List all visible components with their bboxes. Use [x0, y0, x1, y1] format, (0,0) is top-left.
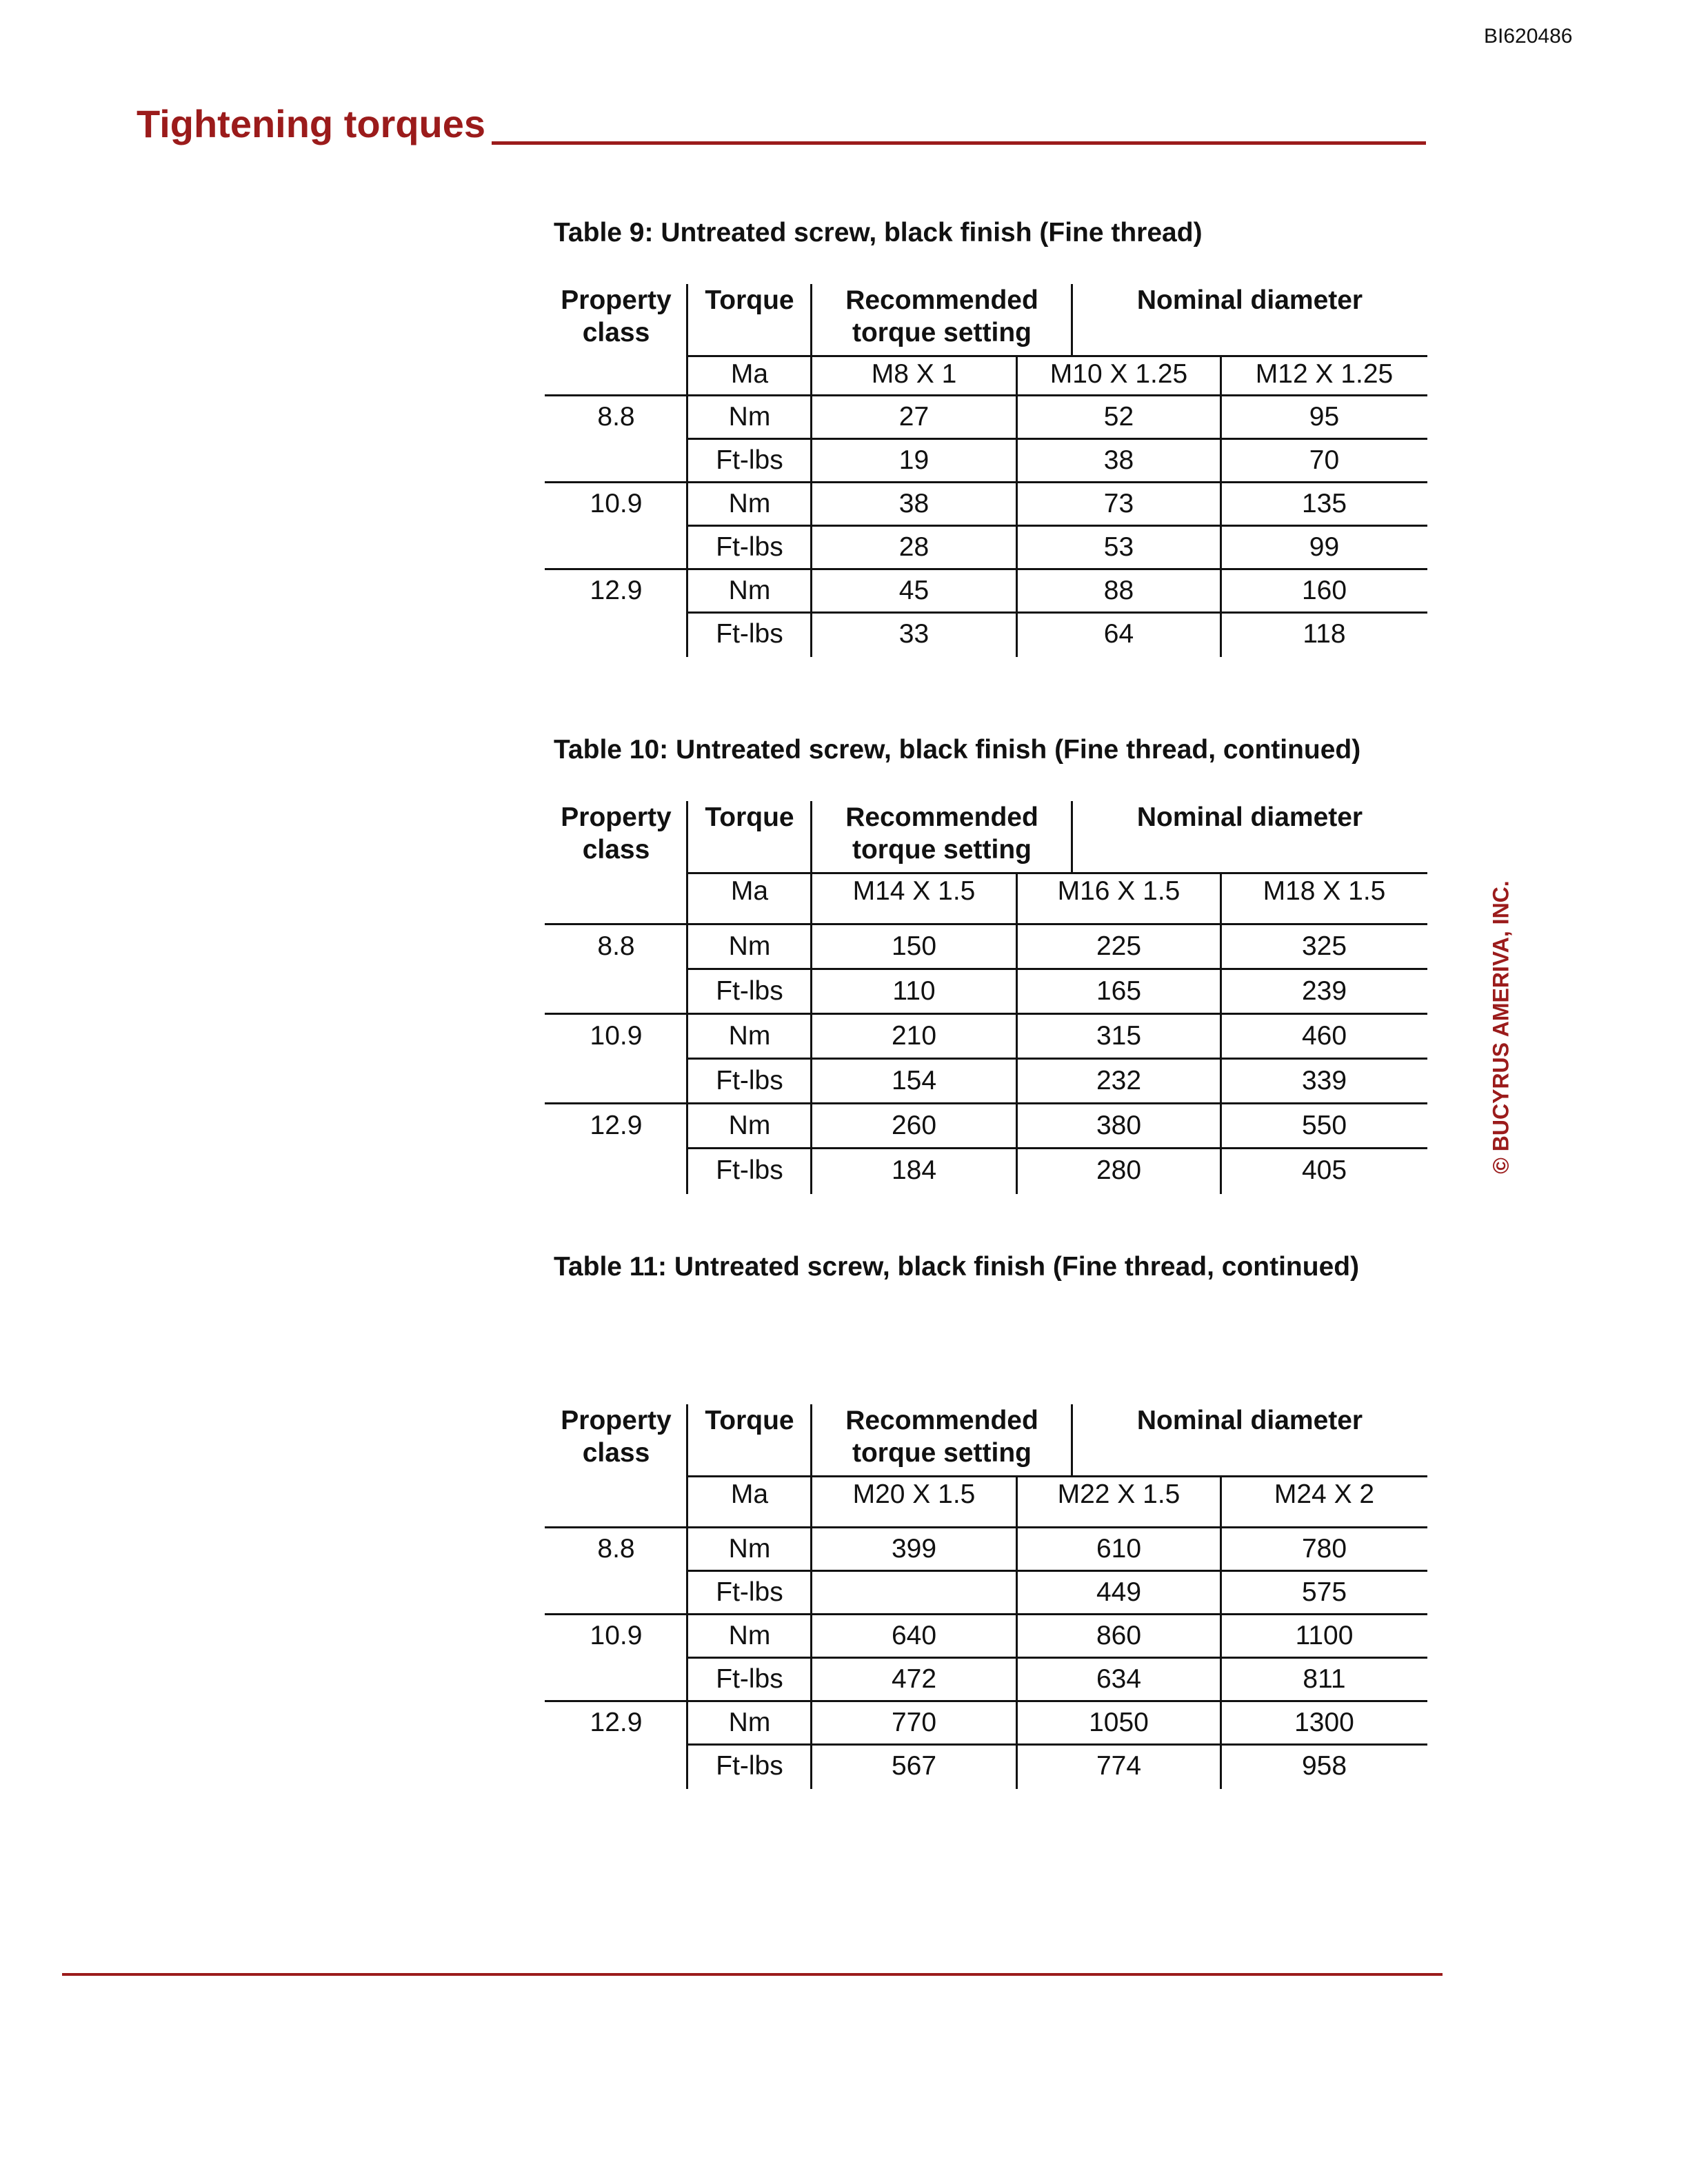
- nominal-diameter-label: M14 X 1.5: [852, 876, 976, 906]
- torque-value: 99: [1309, 532, 1340, 562]
- torque-value: 53: [1103, 532, 1134, 562]
- table-rule: [687, 872, 1427, 874]
- torque-value: 315: [1096, 1020, 1142, 1051]
- torque-value: 770: [891, 1707, 937, 1737]
- torque-value: 150: [891, 931, 937, 961]
- header-nominal-diameter: Nominal diameter: [1136, 285, 1363, 315]
- torque-unit: Ft-lbs: [716, 445, 783, 475]
- nominal-diameter-label: M12 X 1.25: [1255, 359, 1394, 389]
- header-nominal-diameter: Nominal diameter: [1136, 1406, 1363, 1435]
- table-rule: [687, 1570, 1427, 1572]
- table-rule: [1071, 284, 1073, 355]
- torque-unit: Ft-lbs: [716, 1577, 783, 1607]
- torque-value: 1300: [1294, 1707, 1354, 1737]
- table-rule: [687, 438, 1427, 440]
- table-rule: [545, 394, 1427, 396]
- torque-value: 232: [1096, 1065, 1142, 1095]
- torque-table: [545, 284, 1427, 657]
- torque-value: 239: [1301, 975, 1347, 1006]
- property-class-value: 10.9: [590, 488, 643, 518]
- torque-value: 325: [1301, 931, 1347, 961]
- table-rule: [545, 1013, 1427, 1015]
- footer-rule: [62, 1973, 1443, 1976]
- torque-value: 399: [891, 1533, 937, 1564]
- torque-value: 95: [1309, 401, 1340, 432]
- property-class-value: 12.9: [590, 1707, 643, 1737]
- torque-value: 811: [1303, 1664, 1346, 1694]
- document-id: BI620486: [1484, 25, 1573, 48]
- nominal-diameter-label: M18 X 1.5: [1263, 876, 1386, 906]
- torque-value: 280: [1096, 1155, 1142, 1185]
- table-rule: [545, 923, 1427, 925]
- torque-unit: Nm: [728, 931, 771, 961]
- property-class-value: 10.9: [590, 1620, 643, 1650]
- property-class-value: 8.8: [597, 401, 635, 432]
- table-rule: [545, 1700, 1427, 1702]
- torque-unit: Ft-lbs: [716, 1155, 783, 1185]
- table-caption: Table 9: Untreated screw, black finish (Fine thread): [554, 218, 1203, 247]
- torque-table: [545, 801, 1427, 1194]
- torque-value: 567: [891, 1750, 937, 1781]
- torque-value: 640: [891, 1620, 937, 1650]
- table-rule: [545, 568, 1427, 570]
- header-property-class: Property class: [561, 1406, 672, 1468]
- torque-value: 958: [1301, 1750, 1347, 1781]
- torque-unit: Nm: [728, 1533, 771, 1564]
- torque-value: 118: [1303, 618, 1346, 649]
- torque-unit: Ft-lbs: [716, 1750, 783, 1781]
- header-torque: Torque: [705, 285, 794, 315]
- table-rule: [687, 525, 1427, 527]
- torque-value: 160: [1301, 575, 1347, 605]
- torque-unit: Ft-lbs: [716, 532, 783, 562]
- torque-value: 260: [891, 1110, 937, 1140]
- torque-value: 575: [1301, 1577, 1347, 1607]
- torque-value: 27: [898, 401, 930, 432]
- header-torque: Torque: [705, 1406, 794, 1435]
- torque-value: 405: [1301, 1155, 1347, 1185]
- table-rule: [545, 1102, 1427, 1104]
- nominal-diameter-label: M8 X 1: [871, 359, 957, 389]
- torque-unit: Ft-lbs: [716, 618, 783, 649]
- torque-unit: Nm: [728, 1110, 771, 1140]
- torque-unit: Nm: [728, 575, 771, 605]
- torque-value: 110: [892, 975, 936, 1006]
- table-rule: [1071, 1404, 1073, 1475]
- header-property-class: Property class: [561, 802, 672, 865]
- table-rule: [687, 1657, 1427, 1659]
- header-recommended-torque-setting: Recommended torque setting: [845, 802, 1038, 865]
- nominal-diameter-label: M20 X 1.5: [852, 1479, 976, 1509]
- header-ma: Ma: [730, 876, 769, 906]
- nominal-diameter-label: M22 X 1.5: [1057, 1479, 1180, 1509]
- table-rule: [545, 1526, 1427, 1528]
- torque-value: 610: [1096, 1533, 1142, 1564]
- torque-value: 70: [1309, 445, 1340, 475]
- torque-unit: Ft-lbs: [716, 1664, 783, 1694]
- torque-value: 154: [891, 1065, 937, 1095]
- table-rule: [545, 481, 1427, 483]
- header-torque: Torque: [705, 802, 794, 832]
- section-header: [137, 102, 1426, 146]
- torque-value: 860: [1096, 1620, 1142, 1650]
- header-recommended-torque-setting: Recommended torque setting: [845, 285, 1038, 347]
- torque-unit: Nm: [728, 488, 771, 518]
- torque-unit: Nm: [728, 1020, 771, 1051]
- torque-value: 472: [891, 1664, 937, 1694]
- table-caption: Table 11: Untreated screw, black finish (Fine thread, continued): [554, 1252, 1360, 1282]
- torque-value: 449: [1096, 1577, 1142, 1607]
- table-rule: [687, 1743, 1427, 1746]
- header-property-class: Property class: [561, 285, 672, 347]
- title-rule: [492, 141, 1426, 145]
- header-ma: Ma: [730, 1479, 769, 1509]
- torque-value: 1050: [1089, 1707, 1149, 1737]
- nominal-diameter-label: M16 X 1.5: [1057, 876, 1180, 906]
- torque-value: 45: [898, 575, 930, 605]
- torque-value: 88: [1103, 575, 1134, 605]
- table-rule: [545, 1613, 1427, 1615]
- torque-value: 380: [1096, 1110, 1142, 1140]
- torque-value: 38: [1103, 445, 1134, 475]
- torque-unit: Ft-lbs: [716, 975, 783, 1006]
- torque-value: 634: [1096, 1664, 1142, 1694]
- property-class-value: 10.9: [590, 1020, 643, 1051]
- torque-value: 550: [1301, 1110, 1347, 1140]
- torque-value: 780: [1301, 1533, 1347, 1564]
- header-recommended-torque-setting: Recommended torque setting: [845, 1406, 1038, 1468]
- header-nominal-diameter: Nominal diameter: [1136, 802, 1363, 832]
- torque-value: 210: [891, 1020, 937, 1051]
- torque-value: 52: [1103, 401, 1134, 432]
- torque-value: 28: [898, 532, 930, 562]
- torque-value: 1100: [1295, 1620, 1354, 1650]
- torque-value: 460: [1301, 1020, 1347, 1051]
- torque-value: 774: [1096, 1750, 1142, 1781]
- torque-value: 225: [1096, 931, 1142, 961]
- table-rule: [1071, 801, 1073, 872]
- torque-unit: Nm: [728, 1707, 771, 1737]
- nominal-diameter-label: M24 X 2: [1274, 1479, 1375, 1509]
- torque-table: [545, 1404, 1427, 1789]
- torque-value: 73: [1103, 488, 1134, 518]
- torque-value: 33: [898, 618, 930, 649]
- torque-value: 135: [1301, 488, 1347, 518]
- table-rule: [687, 355, 1427, 357]
- property-class-value: 12.9: [590, 575, 643, 605]
- table-rule: [687, 968, 1427, 970]
- torque-value: 38: [898, 488, 930, 518]
- table-caption: Table 10: Untreated screw, black finish (Fine thread, continued): [554, 735, 1361, 765]
- property-class-value: 12.9: [590, 1110, 643, 1140]
- property-class-value: 8.8: [597, 1533, 635, 1564]
- header-ma: Ma: [730, 359, 769, 389]
- nominal-diameter-label: M10 X 1.25: [1049, 359, 1188, 389]
- torque-unit: Ft-lbs: [716, 1065, 783, 1095]
- table-rule: [687, 1058, 1427, 1060]
- property-class-value: 8.8: [597, 931, 635, 961]
- torque-unit: Nm: [728, 1620, 771, 1650]
- copyright-notice: © BUCYRUS AMERIVA, INC.: [1488, 880, 1514, 1174]
- table-rule: [687, 1147, 1427, 1149]
- torque-unit: Nm: [728, 401, 771, 432]
- table-rule: [687, 611, 1427, 614]
- torque-value: 184: [891, 1155, 937, 1185]
- section-title: Tightening torques: [137, 102, 486, 145]
- torque-value: 64: [1103, 618, 1134, 649]
- torque-value: 339: [1301, 1065, 1347, 1095]
- table-rule: [687, 1475, 1427, 1477]
- torque-value: 165: [1096, 975, 1142, 1006]
- torque-value: 19: [898, 445, 930, 475]
